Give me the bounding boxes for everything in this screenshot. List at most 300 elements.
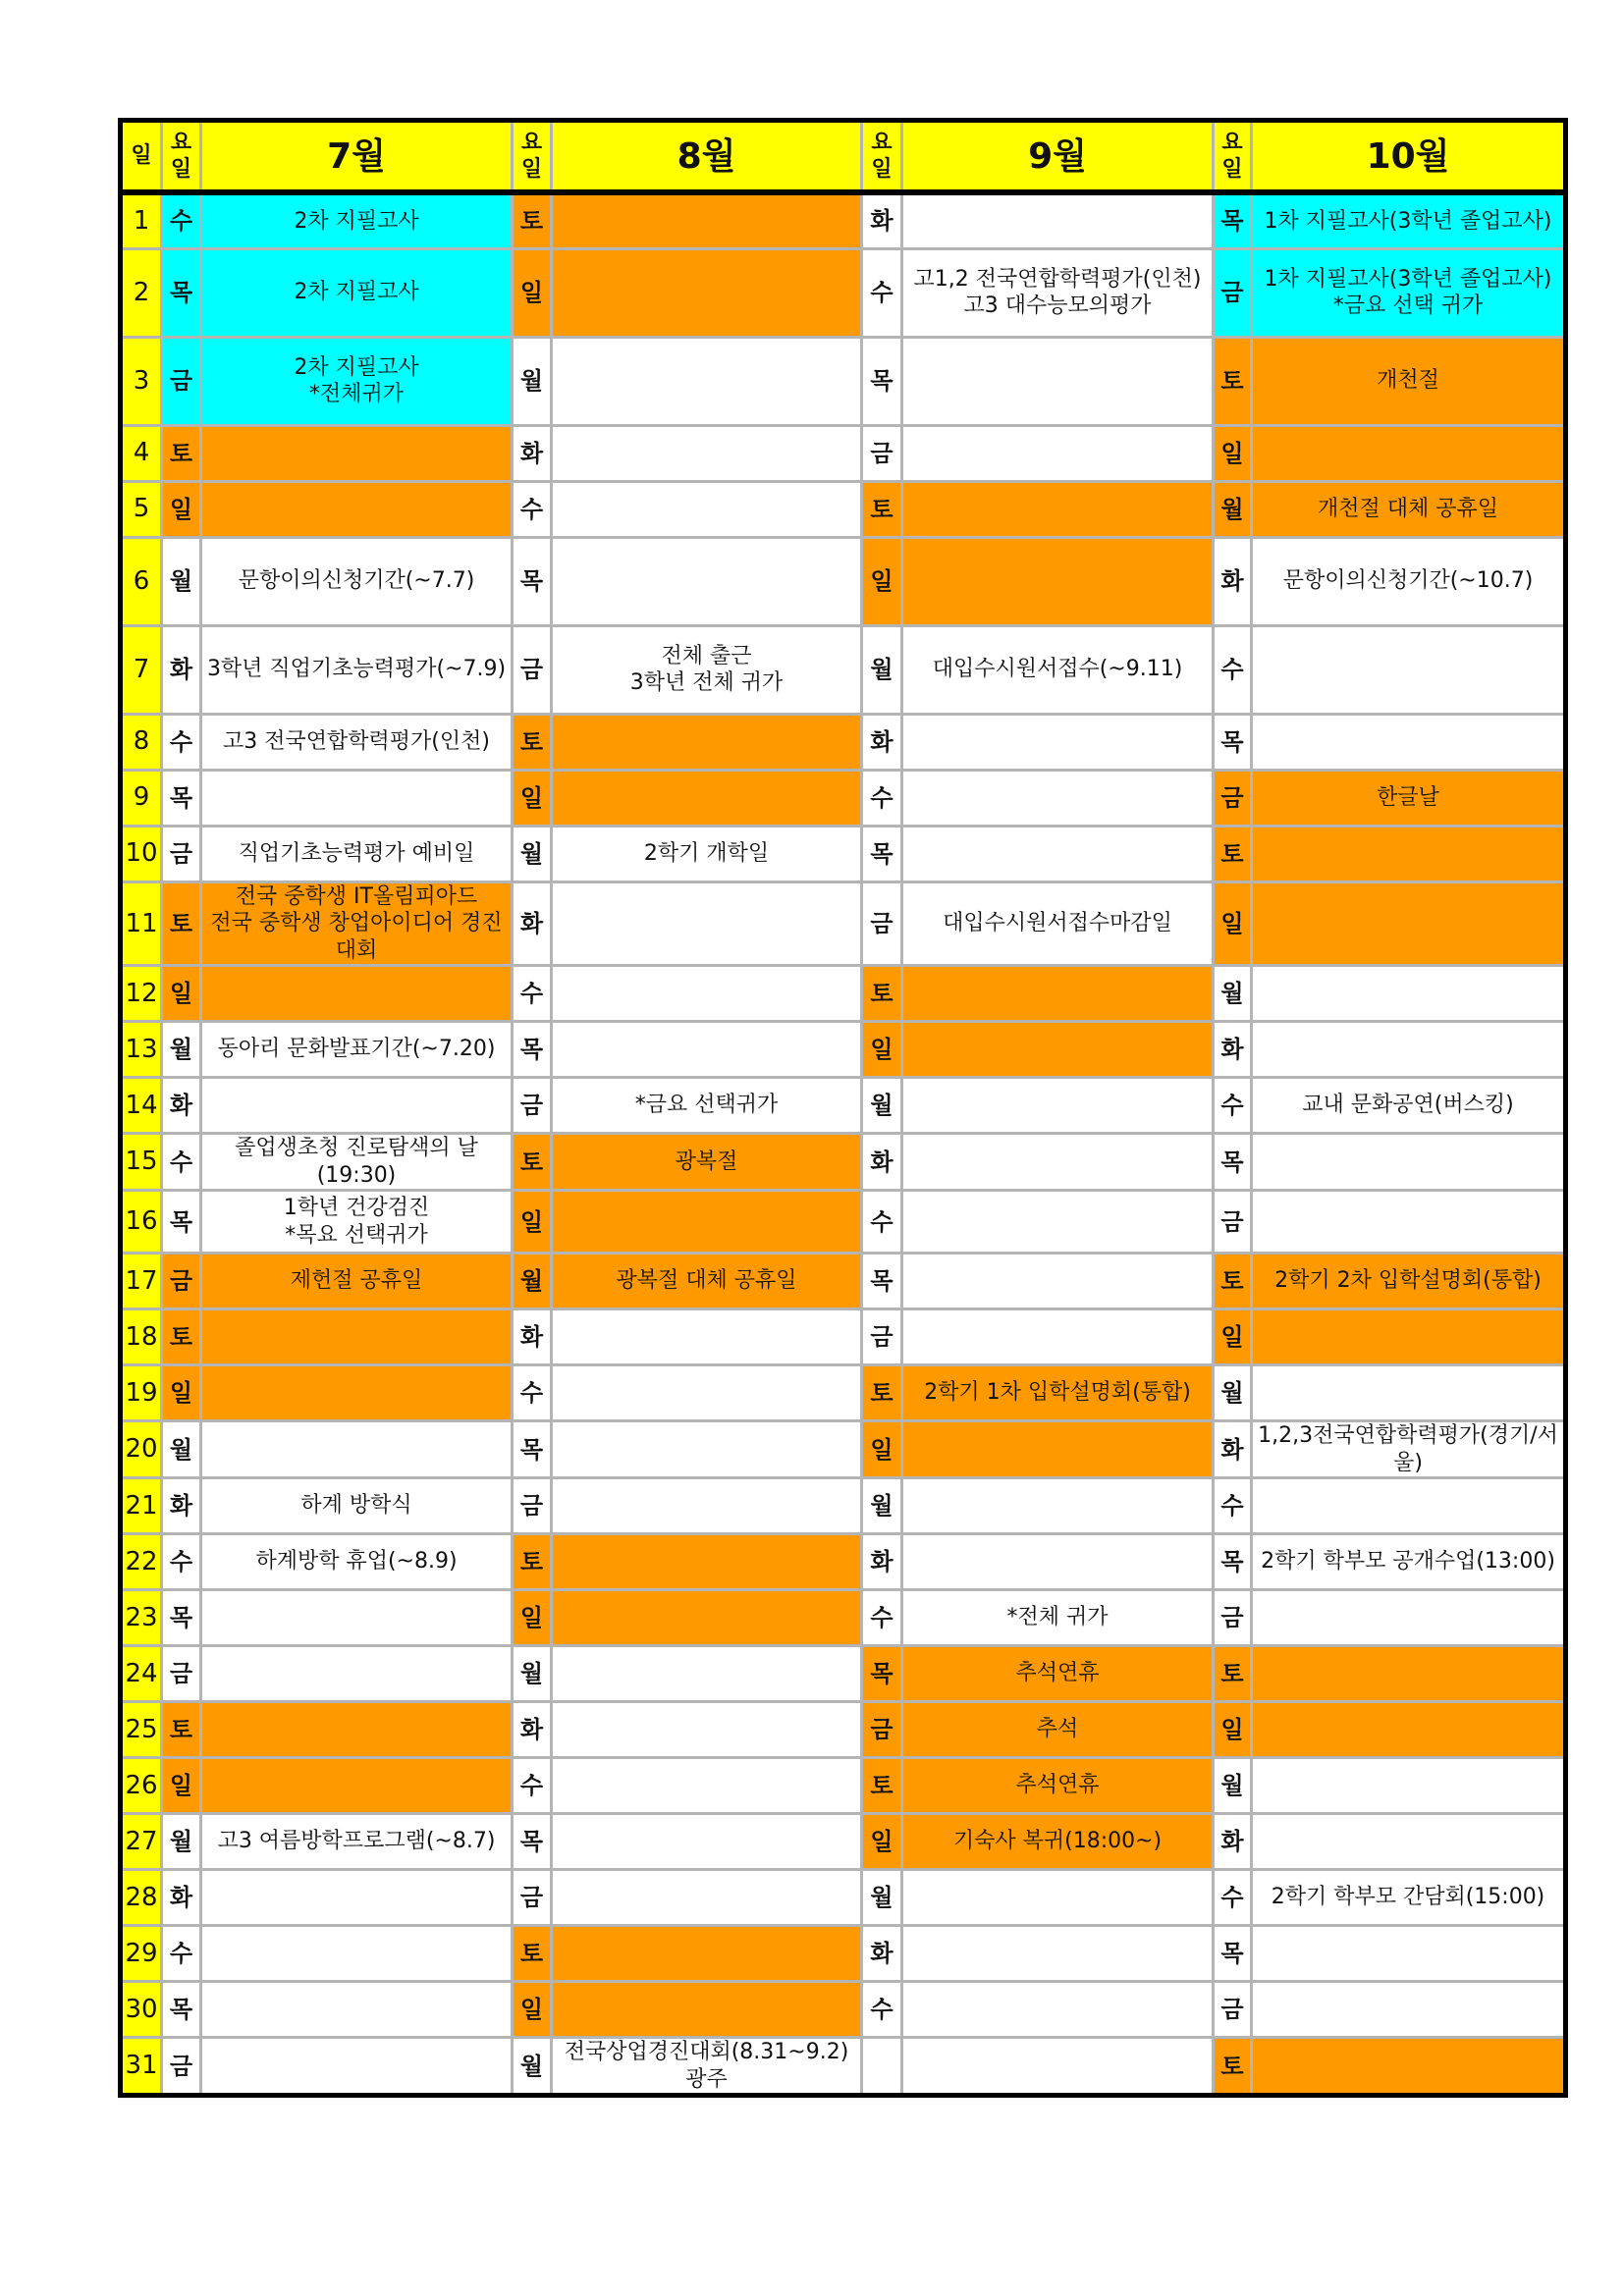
weekday-cell-august: 월 xyxy=(513,337,552,425)
day-number: 13 xyxy=(121,1022,162,1078)
weekday-cell-september: 일 xyxy=(862,1022,902,1078)
day-number: 27 xyxy=(121,1814,162,1870)
event-cell-july xyxy=(201,1421,513,1478)
event-cell-july: 동아리 문화발표기간(~7.20) xyxy=(201,1022,513,1078)
day-number: 28 xyxy=(121,1870,162,1926)
academic-calendar-table xyxy=(118,118,1568,2098)
month-header-august: 8월 xyxy=(552,121,862,193)
weekday-cell-september: 토 xyxy=(862,966,902,1022)
weekday-cell-july: 화 xyxy=(162,1870,201,1926)
event-cell-august: 전체 출근 3학년 전체 귀가 xyxy=(552,625,862,714)
event-cell-august xyxy=(552,1926,862,1982)
event-cell-october: 2학기 2차 입학설명회(통합) xyxy=(1252,1254,1566,1309)
event-cell-september xyxy=(902,1421,1214,1478)
event-cell-september: 대입수시원서접수마감일 xyxy=(902,881,1214,966)
event-cell-july: 1학년 건강검진 *목요 선택귀가 xyxy=(201,1191,513,1254)
event-cell-july xyxy=(201,1870,513,1926)
weekday-cell-july: 월 xyxy=(162,1022,201,1078)
day-number: 22 xyxy=(121,1534,162,1590)
weekday-cell-july: 목 xyxy=(162,248,201,337)
event-cell-august xyxy=(552,770,862,826)
event-cell-august xyxy=(552,1421,862,1478)
weekday-cell-august: 월 xyxy=(513,826,552,881)
weekday-cell-august: 목 xyxy=(513,1022,552,1078)
table-row xyxy=(121,337,1566,425)
table-row xyxy=(121,1309,1566,1365)
day-number: 15 xyxy=(121,1134,162,1191)
weekday-cell-july: 금 xyxy=(162,1254,201,1309)
event-cell-october xyxy=(1252,1646,1566,1702)
event-cell-september xyxy=(902,481,1214,537)
table-row xyxy=(121,1365,1566,1421)
weekday-cell-october: 목 xyxy=(1214,1926,1252,1982)
month-header-october: 10월 xyxy=(1252,121,1566,193)
event-cell-september xyxy=(902,537,1214,625)
event-cell-october xyxy=(1252,826,1566,881)
event-cell-august xyxy=(552,1534,862,1590)
weekday-cell-september: 목 xyxy=(862,1254,902,1309)
event-cell-october xyxy=(1252,1926,1566,1982)
event-cell-september xyxy=(902,1078,1214,1134)
event-cell-july xyxy=(201,1702,513,1758)
event-cell-october xyxy=(1252,966,1566,1022)
weekday-cell-august: 월 xyxy=(513,1646,552,1702)
weekday-cell-july: 일 xyxy=(162,481,201,537)
event-cell-august xyxy=(552,881,862,966)
event-cell-october: 교내 문화공연(버스킹) xyxy=(1252,1078,1566,1134)
event-cell-july: 졸업생초청 진로탐색의 날(19:30) xyxy=(201,1134,513,1191)
event-cell-august xyxy=(552,425,862,481)
weekday-cell-july: 목 xyxy=(162,1590,201,1646)
table-row xyxy=(121,1590,1566,1646)
event-cell-october xyxy=(1252,1982,1566,2038)
month-header-september: 9월 xyxy=(902,121,1214,193)
header-row xyxy=(121,121,1566,193)
weekday-cell-august: 금 xyxy=(513,1078,552,1134)
weekday-cell-october: 금 xyxy=(1214,770,1252,826)
weekday-cell-july: 월 xyxy=(162,1421,201,1478)
event-cell-september xyxy=(902,1134,1214,1191)
event-cell-october: 1차 지필고사(3학년 졸업고사) xyxy=(1252,192,1566,248)
weekday-cell-september: 화 xyxy=(862,714,902,770)
day-number: 23 xyxy=(121,1590,162,1646)
weekday-cell-july: 월 xyxy=(162,1814,201,1870)
weekday-cell-october: 토 xyxy=(1214,2038,1252,2096)
weekday-cell-october: 토 xyxy=(1214,1254,1252,1309)
weekday-cell-september: 월 xyxy=(862,1870,902,1926)
weekday-cell-august: 금 xyxy=(513,625,552,714)
weekday-cell-october: 목 xyxy=(1214,1534,1252,1590)
calendar-body xyxy=(121,192,1566,2096)
day-number: 20 xyxy=(121,1421,162,1478)
event-cell-october: 2학기 학부모 간담회(15:00) xyxy=(1252,1870,1566,1926)
table-row xyxy=(121,1078,1566,1134)
event-cell-october: 개천절 대체 공휴일 xyxy=(1252,481,1566,537)
event-cell-september xyxy=(902,1982,1214,2038)
weekday-cell-july: 화 xyxy=(162,1078,201,1134)
event-cell-july: 2차 지필고사 *전체귀가 xyxy=(201,337,513,425)
weekday-header: 요일 xyxy=(162,121,201,193)
event-cell-august xyxy=(552,1191,862,1254)
weekday-cell-september: 화 xyxy=(862,1534,902,1590)
weekday-cell-september: 목 xyxy=(862,1646,902,1702)
weekday-cell-october: 목 xyxy=(1214,192,1252,248)
weekday-cell-september: 토 xyxy=(862,481,902,537)
day-number: 5 xyxy=(121,481,162,537)
table-row xyxy=(121,1534,1566,1590)
event-cell-october: 한글날 xyxy=(1252,770,1566,826)
event-cell-august xyxy=(552,1590,862,1646)
weekday-cell-august: 토 xyxy=(513,192,552,248)
table-row xyxy=(121,2038,1566,2096)
weekday-cell-october: 화 xyxy=(1214,1421,1252,1478)
weekday-cell-august: 목 xyxy=(513,1814,552,1870)
weekday-cell-september: 금 xyxy=(862,1702,902,1758)
event-cell-september xyxy=(902,1870,1214,1926)
event-cell-october xyxy=(1252,1022,1566,1078)
event-cell-september: 추석연휴 xyxy=(902,1646,1214,1702)
weekday-cell-august: 토 xyxy=(513,1134,552,1191)
event-cell-september xyxy=(902,1254,1214,1309)
weekday-cell-august: 수 xyxy=(513,1758,552,1814)
event-cell-october xyxy=(1252,1191,1566,1254)
weekday-cell-august: 수 xyxy=(513,1365,552,1421)
table-row xyxy=(121,770,1566,826)
weekday-cell-september: 수 xyxy=(862,248,902,337)
day-number: 12 xyxy=(121,966,162,1022)
event-cell-july: 2차 지필고사 xyxy=(201,248,513,337)
weekday-cell-september: 수 xyxy=(862,1191,902,1254)
weekday-cell-october: 화 xyxy=(1214,537,1252,625)
day-number: 10 xyxy=(121,826,162,881)
table-row xyxy=(121,1421,1566,1478)
weekday-cell-september: 목 xyxy=(862,826,902,881)
event-cell-october xyxy=(1252,1309,1566,1365)
table-row xyxy=(121,248,1566,337)
weekday-cell-august: 수 xyxy=(513,481,552,537)
weekday-cell-september: 목 xyxy=(862,337,902,425)
weekday-cell-july: 목 xyxy=(162,770,201,826)
weekday-cell-october: 화 xyxy=(1214,1814,1252,1870)
day-header: 일 xyxy=(121,121,162,193)
weekday-cell-august: 일 xyxy=(513,1191,552,1254)
event-cell-july xyxy=(201,1982,513,2038)
weekday-cell-september: 금 xyxy=(862,881,902,966)
event-cell-august xyxy=(552,1814,862,1870)
weekday-cell-july: 금 xyxy=(162,2038,201,2096)
day-number: 26 xyxy=(121,1758,162,1814)
event-cell-october xyxy=(1252,425,1566,481)
day-number: 14 xyxy=(121,1078,162,1134)
weekday-cell-july: 금 xyxy=(162,337,201,425)
event-cell-september xyxy=(902,1022,1214,1078)
table-row xyxy=(121,1926,1566,1982)
event-cell-august xyxy=(552,1982,862,2038)
event-cell-august: 광복절 xyxy=(552,1134,862,1191)
weekday-cell-july: 토 xyxy=(162,1309,201,1365)
table-row xyxy=(121,826,1566,881)
weekday-cell-september xyxy=(862,2038,902,2096)
event-cell-august xyxy=(552,1022,862,1078)
event-cell-october xyxy=(1252,1365,1566,1421)
day-number: 18 xyxy=(121,1309,162,1365)
weekday-cell-october: 월 xyxy=(1214,1365,1252,1421)
day-number: 31 xyxy=(121,2038,162,2096)
event-cell-july xyxy=(201,481,513,537)
event-cell-july xyxy=(201,1758,513,1814)
weekday-cell-september: 일 xyxy=(862,1814,902,1870)
table-row xyxy=(121,1982,1566,2038)
event-cell-october xyxy=(1252,1590,1566,1646)
day-number: 7 xyxy=(121,625,162,714)
event-cell-july: 문항이의신청기간(~7.7) xyxy=(201,537,513,625)
event-cell-july xyxy=(201,1078,513,1134)
weekday-cell-july: 일 xyxy=(162,1365,201,1421)
event-cell-october: 1,2,3전국연합학력평가(경기/서울) xyxy=(1252,1421,1566,1478)
weekday-cell-july: 토 xyxy=(162,1702,201,1758)
weekday-cell-august: 토 xyxy=(513,1926,552,1982)
day-number: 19 xyxy=(121,1365,162,1421)
day-number: 17 xyxy=(121,1254,162,1309)
day-number: 24 xyxy=(121,1646,162,1702)
weekday-cell-july: 수 xyxy=(162,1134,201,1191)
weekday-cell-september: 수 xyxy=(862,1590,902,1646)
event-cell-august xyxy=(552,966,862,1022)
event-cell-july: 전국 중학생 IT올림피아드 전국 중학생 창업아이디어 경진대회 xyxy=(201,881,513,966)
day-number: 1 xyxy=(121,192,162,248)
weekday-cell-july: 월 xyxy=(162,537,201,625)
weekday-cell-october: 토 xyxy=(1214,826,1252,881)
weekday-cell-july: 목 xyxy=(162,1982,201,2038)
day-number: 16 xyxy=(121,1191,162,1254)
weekday-cell-october: 금 xyxy=(1214,1982,1252,2038)
weekday-cell-august: 일 xyxy=(513,248,552,337)
table-row xyxy=(121,1254,1566,1309)
day-number: 25 xyxy=(121,1702,162,1758)
weekday-cell-august: 화 xyxy=(513,881,552,966)
event-cell-october xyxy=(1252,2038,1566,2096)
weekday-cell-august: 월 xyxy=(513,2038,552,2096)
event-cell-july: 제헌절 공휴일 xyxy=(201,1254,513,1309)
weekday-cell-october: 월 xyxy=(1214,966,1252,1022)
table-row xyxy=(121,481,1566,537)
weekday-cell-september: 월 xyxy=(862,1478,902,1534)
table-row xyxy=(121,425,1566,481)
day-number: 29 xyxy=(121,1926,162,1982)
event-cell-july: 3학년 직업기초능력평가(~7.9) xyxy=(201,625,513,714)
weekday-cell-august: 목 xyxy=(513,537,552,625)
event-cell-august: 2학기 개학일 xyxy=(552,826,862,881)
event-cell-october xyxy=(1252,1702,1566,1758)
weekday-cell-september: 월 xyxy=(862,1078,902,1134)
event-cell-july xyxy=(201,1365,513,1421)
table-row xyxy=(121,1646,1566,1702)
weekday-cell-october: 수 xyxy=(1214,1478,1252,1534)
weekday-header: 요일 xyxy=(1214,121,1252,193)
event-cell-july: 2차 지필고사 xyxy=(201,192,513,248)
event-cell-september xyxy=(902,714,1214,770)
event-cell-september xyxy=(902,1478,1214,1534)
weekday-cell-october: 금 xyxy=(1214,1590,1252,1646)
weekday-cell-july: 화 xyxy=(162,1478,201,1534)
event-cell-september: 기숙사 복귀(18:00~) xyxy=(902,1814,1214,1870)
weekday-cell-october: 일 xyxy=(1214,1309,1252,1365)
table-row xyxy=(121,1022,1566,1078)
event-cell-september xyxy=(902,826,1214,881)
event-cell-october: 1차 지필고사(3학년 졸업고사) *금요 선택 귀가 xyxy=(1252,248,1566,337)
day-number: 9 xyxy=(121,770,162,826)
event-cell-august xyxy=(552,192,862,248)
weekday-cell-august: 토 xyxy=(513,714,552,770)
event-cell-september xyxy=(902,192,1214,248)
event-cell-october: 2학기 학부모 공개수업(13:00) xyxy=(1252,1534,1566,1590)
event-cell-august: 전국상업경진대회(8.31~9.2) 광주 xyxy=(552,2038,862,2096)
event-cell-august xyxy=(552,1758,862,1814)
event-cell-october: 문항이의신청기간(~10.7) xyxy=(1252,537,1566,625)
weekday-cell-october: 화 xyxy=(1214,1022,1252,1078)
event-cell-october xyxy=(1252,1134,1566,1191)
weekday-cell-september: 화 xyxy=(862,1926,902,1982)
event-cell-august xyxy=(552,481,862,537)
weekday-cell-july: 일 xyxy=(162,966,201,1022)
weekday-cell-july: 수 xyxy=(162,192,201,248)
weekday-cell-july: 수 xyxy=(162,714,201,770)
event-cell-october xyxy=(1252,625,1566,714)
weekday-cell-august: 일 xyxy=(513,770,552,826)
weekday-cell-august: 화 xyxy=(513,1309,552,1365)
weekday-cell-july: 목 xyxy=(162,1191,201,1254)
event-cell-july xyxy=(201,1646,513,1702)
event-cell-september: 고1,2 전국연합학력평가(인천) 고3 대수능모의평가 xyxy=(902,248,1214,337)
month-header-july: 7월 xyxy=(201,121,513,193)
weekday-cell-august: 토 xyxy=(513,1534,552,1590)
event-cell-september xyxy=(902,1534,1214,1590)
weekday-cell-august: 일 xyxy=(513,1590,552,1646)
event-cell-september xyxy=(902,2038,1214,2096)
table-row xyxy=(121,1478,1566,1534)
weekday-cell-august: 금 xyxy=(513,1870,552,1926)
event-cell-july xyxy=(201,770,513,826)
weekday-cell-august: 화 xyxy=(513,1702,552,1758)
event-cell-september: 추석 xyxy=(902,1702,1214,1758)
event-cell-july: 하계방학 휴업(~8.9) xyxy=(201,1534,513,1590)
event-cell-october xyxy=(1252,1478,1566,1534)
event-cell-september: 추석연휴 xyxy=(902,1758,1214,1814)
weekday-cell-august: 수 xyxy=(513,966,552,1022)
day-number: 3 xyxy=(121,337,162,425)
event-cell-august xyxy=(552,337,862,425)
weekday-header: 요일 xyxy=(513,121,552,193)
weekday-cell-september: 토 xyxy=(862,1365,902,1421)
weekday-cell-october: 토 xyxy=(1214,1646,1252,1702)
weekday-cell-october: 수 xyxy=(1214,1870,1252,1926)
table-row xyxy=(121,1134,1566,1191)
weekday-cell-october: 수 xyxy=(1214,1078,1252,1134)
event-cell-september xyxy=(902,425,1214,481)
weekday-cell-september: 금 xyxy=(862,1309,902,1365)
weekday-cell-october: 일 xyxy=(1214,1702,1252,1758)
event-cell-july xyxy=(201,2038,513,2096)
weekday-cell-october: 금 xyxy=(1214,248,1252,337)
weekday-cell-august: 목 xyxy=(513,1421,552,1478)
event-cell-september: 2학기 1차 입학설명회(통합) xyxy=(902,1365,1214,1421)
event-cell-july xyxy=(201,1590,513,1646)
event-cell-july xyxy=(201,1926,513,1982)
event-cell-august xyxy=(552,1870,862,1926)
table-row xyxy=(121,881,1566,966)
weekday-cell-july: 화 xyxy=(162,625,201,714)
weekday-cell-october: 수 xyxy=(1214,625,1252,714)
table-row xyxy=(121,1702,1566,1758)
table-row xyxy=(121,966,1566,1022)
table-row xyxy=(121,192,1566,248)
event-cell-august: 광복절 대체 공휴일 xyxy=(552,1254,862,1309)
weekday-cell-october: 토 xyxy=(1214,337,1252,425)
table-row xyxy=(121,625,1566,714)
event-cell-october xyxy=(1252,1814,1566,1870)
weekday-cell-september: 일 xyxy=(862,537,902,625)
weekday-cell-september: 금 xyxy=(862,425,902,481)
weekday-cell-september: 수 xyxy=(862,1982,902,2038)
event-cell-august: *금요 선택귀가 xyxy=(552,1078,862,1134)
weekday-cell-july: 수 xyxy=(162,1534,201,1590)
weekday-cell-september: 수 xyxy=(862,770,902,826)
weekday-cell-september: 월 xyxy=(862,625,902,714)
weekday-cell-august: 월 xyxy=(513,1254,552,1309)
table-row xyxy=(121,1191,1566,1254)
day-number: 30 xyxy=(121,1982,162,2038)
day-number: 2 xyxy=(121,248,162,337)
event-cell-august xyxy=(552,1702,862,1758)
day-number: 8 xyxy=(121,714,162,770)
weekday-cell-october: 목 xyxy=(1214,714,1252,770)
weekday-cell-september: 화 xyxy=(862,1134,902,1191)
event-cell-july: 고3 여름방학프로그램(~8.7) xyxy=(201,1814,513,1870)
event-cell-september: 대입수시원서접수(~9.11) xyxy=(902,625,1214,714)
weekday-cell-august: 화 xyxy=(513,425,552,481)
table-row xyxy=(121,537,1566,625)
event-cell-august xyxy=(552,1646,862,1702)
event-cell-october xyxy=(1252,1758,1566,1814)
event-cell-september xyxy=(902,337,1214,425)
day-number: 4 xyxy=(121,425,162,481)
weekday-header: 요일 xyxy=(862,121,902,193)
event-cell-september xyxy=(902,770,1214,826)
event-cell-october: 개천절 xyxy=(1252,337,1566,425)
event-cell-july xyxy=(201,966,513,1022)
event-cell-july: 하계 방학식 xyxy=(201,1478,513,1534)
event-cell-august xyxy=(552,248,862,337)
weekday-cell-july: 금 xyxy=(162,1646,201,1702)
event-cell-july: 고3 전국연합학력평가(인천) xyxy=(201,714,513,770)
event-cell-october xyxy=(1252,881,1566,966)
table-row xyxy=(121,1814,1566,1870)
weekday-cell-october: 월 xyxy=(1214,481,1252,537)
event-cell-september: *전체 귀가 xyxy=(902,1590,1214,1646)
event-cell-september xyxy=(902,1309,1214,1365)
weekday-cell-october: 월 xyxy=(1214,1758,1252,1814)
table-row xyxy=(121,1758,1566,1814)
weekday-cell-august: 일 xyxy=(513,1982,552,2038)
weekday-cell-october: 일 xyxy=(1214,425,1252,481)
weekday-cell-august: 금 xyxy=(513,1478,552,1534)
weekday-cell-september: 토 xyxy=(862,1758,902,1814)
event-cell-july: 직업기초능력평가 예비일 xyxy=(201,826,513,881)
event-cell-october xyxy=(1252,714,1566,770)
event-cell-september xyxy=(902,966,1214,1022)
weekday-cell-september: 일 xyxy=(862,1421,902,1478)
event-cell-august xyxy=(552,1478,862,1534)
